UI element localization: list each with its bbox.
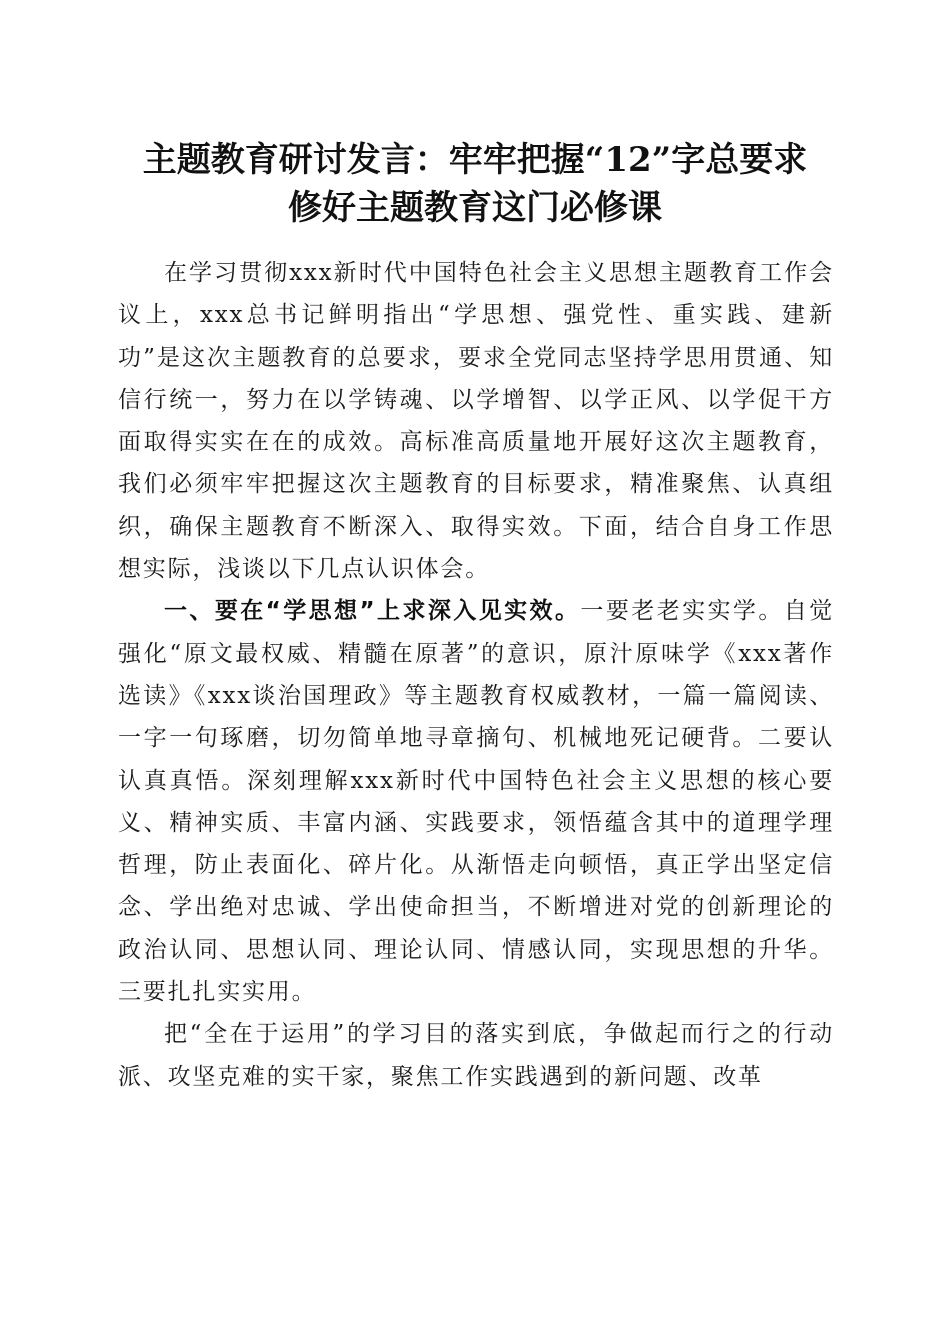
section-1-paragraph xyxy=(118,590,834,1013)
document-body xyxy=(118,252,834,1098)
document-title xyxy=(100,136,850,232)
continuation-paragraph: 把“全在于运用”的学习目的落实到底，争做起而行之的行动派、攻坚克难的实干家，聚焦工作实践遇到的新问题、改革 xyxy=(118,1021,834,1090)
title-line-1: 主题教育研讨发言：牢牢把握“12”字总要求 xyxy=(142,140,808,180)
intro-paragraph: 在学习贯彻xxx新时代中国特色社会主义思想主题教育工作会议上，xxx总书记鲜明指出“学思想、强党性、重实践、建新功”是这次主题教育的总要求，要求全党同志坚持学思用贯通、知信行统一，努力在以学铸魂、以学增智、以学正风、以学促干方面取得实实在在的成效。高标准高质量地开展好这次主题教育，我们必须牢牢把握这次主题教育的目标要求，精准聚焦、认真组织，确保主题教育不断深入、取得实效。下面，结合自身工作思想实际，浅谈以下几点认识体会。 xyxy=(118,260,834,583)
section-1-heading: 一、要在“学思想”上求深入见实效。 xyxy=(164,598,581,625)
section-1-body: 一要老老实实学。自觉强化“原文最权威、精髓在原著”的意识，原汁原味学《xxx著作选读》《xxx谈治国理政》等主题教育权威教材，一篇一篇阅读、一字一句琢磨，切勿简单地寻章摘句、机械地死记硬背。二要认认真真悟。深刻理解xxx新时代中国特色社会主义思想的核心要义、精神实质、丰富内涵、实践要求，领悟蕴含其中的道理学理哲理，防止表面化、碎片化。从渐悟走向顿悟，真正学出坚定信念、学出绝对忠诚、学出使命担当，不断增进对党的创新理论的政治认同、思想认同、理论认同、情感认同，实现思想的升华。三要扎扎实实用。 xyxy=(118,598,834,1006)
title-line-2: 修好主题教育这门必修课 xyxy=(288,188,662,228)
